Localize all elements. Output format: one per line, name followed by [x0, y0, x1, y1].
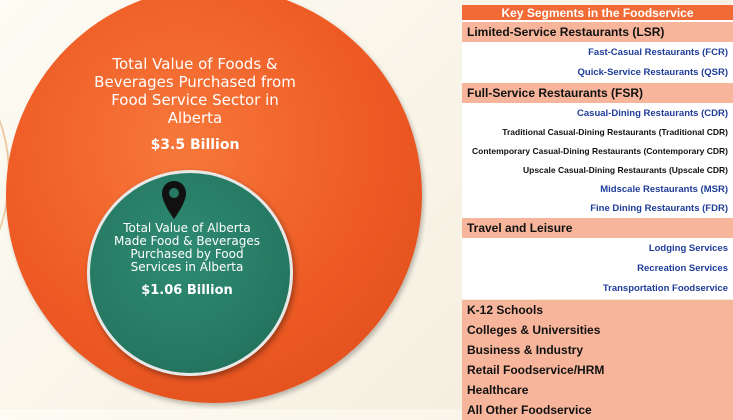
subsegment-lodging: Lodging Services: [648, 243, 728, 254]
inner-description: Total Value of Alberta Made Food & Beverages Purchased by Food Services in Alberta: [114, 221, 260, 274]
travel-subsegments: [462, 239, 733, 299]
lsr-subsegments: [462, 43, 733, 83]
subsegment-msr: Midscale Restaurants (MSR): [600, 184, 728, 195]
outer-value: $3.5 Billion: [150, 137, 240, 153]
category-healthcare: Healthcare: [462, 380, 733, 400]
subsegment-contemporary-cdr: Contemporary Casual-Dining Restaurants (Contemporary CDR): [472, 146, 728, 156]
subsegment-transportation: Transportation Foodservice: [602, 283, 728, 294]
subsegment-qsr: Quick-Service Restaurants (QSR): [577, 67, 728, 78]
category-colleges: Colleges & Universities: [462, 320, 733, 340]
category-business: Business & Industry: [462, 340, 733, 360]
subsegment-upscale-cdr: Upscale Casual-Dining Restaurants (Upscale CDR): [523, 165, 728, 175]
subsegment-fcr: Fast-Casual Restaurants (FCR): [588, 47, 728, 58]
location-pin-icon: [161, 180, 187, 220]
outer-description: Total Value of Foods & Beverages Purchased from Food Service Sector in Alberta: [94, 55, 296, 127]
category-k12: K-12 Schools: [462, 300, 733, 320]
outer-value-label: [92, 55, 298, 153]
fsr-subsegments: [462, 104, 733, 218]
category-travel-leisure: Travel and Leisure: [462, 218, 733, 239]
panel-title: Key Segments in the Foodservice: [462, 5, 733, 22]
subsegment-fdr: Fine Dining Restaurants (FDR): [590, 203, 728, 214]
inner-value-label: [112, 222, 262, 298]
category-lsr: Limited-Service Restaurants (LSR): [462, 22, 733, 43]
key-segments-panel: [462, 5, 733, 420]
inner-value: $1.06 Billion: [141, 283, 233, 298]
subsegment-traditional-cdr: Traditional Casual-Dining Restaurants (Traditional CDR): [502, 127, 728, 137]
category-all-other: All Other Foodservice: [462, 400, 733, 420]
other-segments: [462, 300, 733, 420]
subsegment-recreation: Recreation Services: [637, 263, 728, 274]
category-fsr: Full-Service Restaurants (FSR): [462, 83, 733, 104]
subsegment-cdr: Casual-Dining Restaurants (CDR): [577, 108, 728, 119]
category-retail: Retail Foodservice/HRM: [462, 360, 733, 380]
